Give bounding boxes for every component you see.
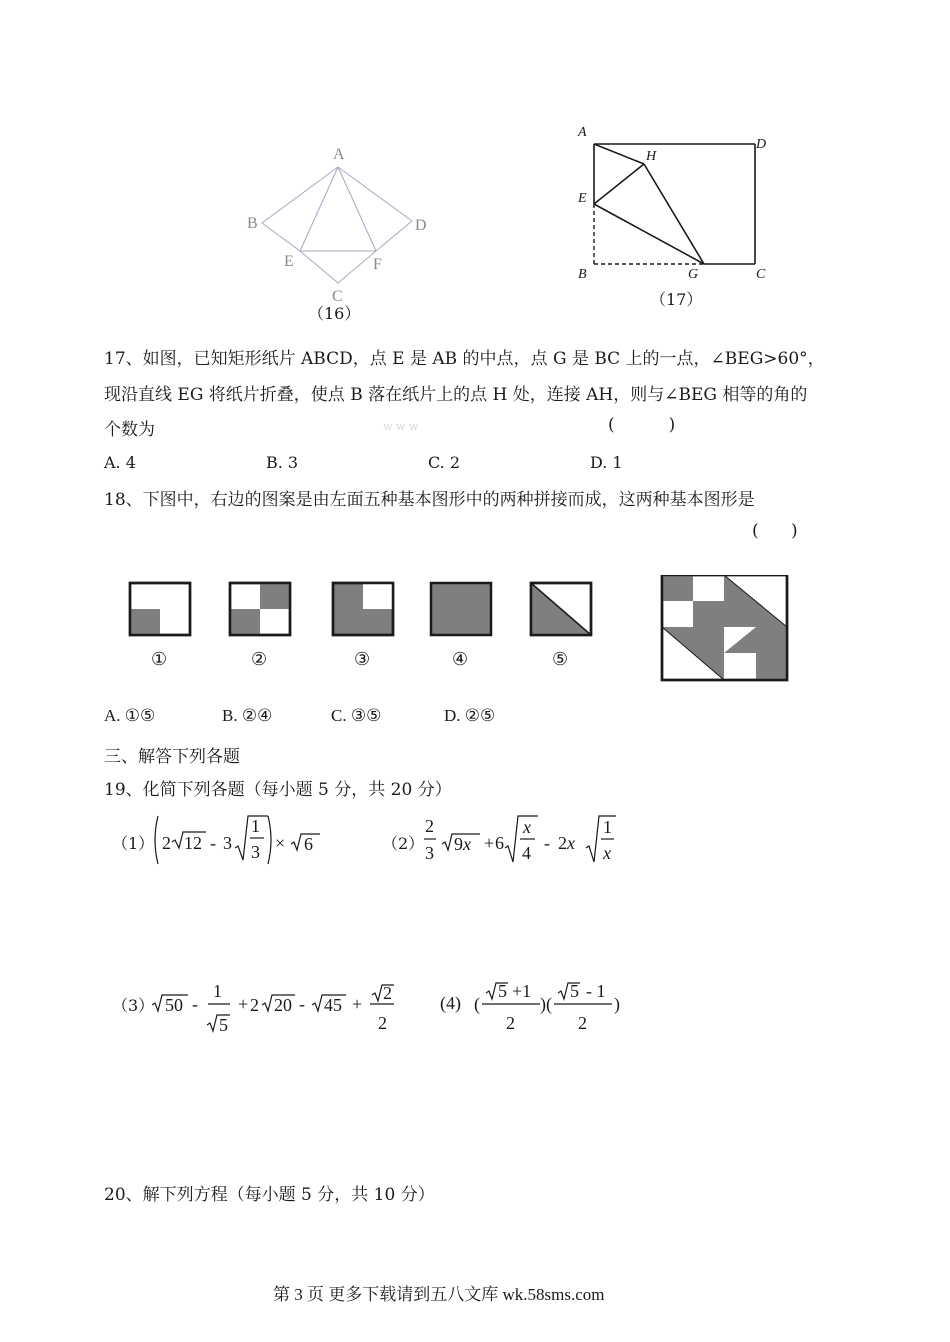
svg-text:2: 2	[378, 1013, 387, 1033]
q19-expr-2	[420, 812, 640, 872]
q17-line-3: 个数为	[104, 420, 155, 440]
q19-expr-1	[150, 812, 350, 872]
fig16-label-F: F	[373, 256, 382, 273]
svg-text:1: 1	[251, 816, 260, 836]
q17-option-c: C. 2	[428, 453, 461, 472]
fig16-AF	[338, 167, 376, 251]
q17-answer-bracket: ( )	[608, 415, 676, 435]
fig16-label-C: C	[332, 288, 343, 305]
fig17-EH	[594, 164, 644, 204]
q17-option-b: B. 3	[266, 453, 299, 472]
section-3-heading: 三、解答下列各题	[104, 747, 240, 767]
svg-text:+: +	[484, 833, 495, 853]
svg-text:+1: +1	[512, 981, 532, 1001]
q19-title: 19、化简下列各题（每小题 5 分，共 20 分）	[104, 780, 452, 800]
svg-text:3: 3	[223, 833, 232, 853]
fig16-caption: （16）	[308, 304, 361, 323]
q17-option-d: D. 1	[590, 453, 623, 472]
svg-text:2: 2	[162, 833, 171, 853]
fig17-label-B: B	[578, 267, 587, 282]
svg-text:6: 6	[495, 833, 504, 853]
svg-text:5: 5	[498, 981, 507, 1001]
svg-text:1: 1	[213, 981, 222, 1001]
fig16-label-B: B	[247, 215, 258, 232]
shape-label-2: ②	[251, 649, 268, 669]
svg-text:3: 3	[425, 843, 434, 863]
svg-text:-: -	[544, 833, 550, 853]
fig17-label-H: H	[646, 149, 657, 164]
shape-2	[230, 583, 290, 635]
svg-text:-: -	[192, 994, 198, 1014]
fig17-label-E: E	[578, 191, 587, 206]
svg-text:4: 4	[522, 843, 531, 863]
q19-expr-3	[150, 975, 410, 1039]
q17-watermark: w w w	[383, 420, 419, 433]
svg-text:-: -	[299, 994, 305, 1014]
q18-option-a: A. ①⑤	[104, 706, 156, 725]
svg-text:2: 2	[383, 983, 392, 1003]
composite-pattern	[662, 575, 787, 680]
shape-label-4: ④	[452, 649, 469, 669]
svg-text:12: 12	[184, 833, 202, 853]
q18-option-d: D. ②⑤	[444, 706, 496, 725]
svg-text:- 1: - 1	[586, 981, 606, 1001]
svg-text:×: ×	[275, 833, 286, 853]
svg-text:9x: 9x	[454, 834, 471, 854]
q20-title: 20、解下列方程（每小题 5 分，共 10 分）	[104, 1185, 435, 1205]
svg-text:x: x	[603, 843, 611, 863]
svg-text:6: 6	[304, 834, 313, 854]
q19-part-3-label: （3）	[112, 996, 155, 1015]
svg-text:)(: )(	[540, 994, 552, 1014]
svg-text:+: +	[352, 994, 363, 1014]
q18-option-b: B. ②④	[222, 706, 273, 725]
q17-line-1: 17、如图，已知矩形纸片 ABCD，点 E 是 AB 的中点，点 G 是 BC 上的一点，∠BEG>60°，	[104, 349, 825, 369]
svg-text:50: 50	[165, 995, 183, 1015]
svg-text:2: 2	[425, 816, 434, 836]
svg-text:5: 5	[219, 1015, 228, 1035]
fig17-EG	[594, 204, 704, 264]
fig16-label-D: D	[415, 217, 427, 234]
q19-part-4-label: (4)	[440, 993, 461, 1013]
fig16-label-A: A	[333, 146, 345, 163]
q17-option-a: A. 4	[104, 453, 136, 472]
fig17-caption: （17）	[650, 290, 703, 309]
svg-text:20: 20	[274, 995, 292, 1015]
svg-text:2x: 2x	[558, 833, 575, 853]
svg-text:): )	[614, 994, 620, 1014]
fig17-label-A: A	[578, 125, 587, 140]
figure-17	[570, 120, 780, 290]
svg-text:45: 45	[324, 995, 342, 1015]
shape-5	[531, 583, 591, 635]
svg-text:+: +	[238, 994, 249, 1014]
fig17-label-D: D	[756, 137, 767, 152]
svg-text:1: 1	[603, 817, 612, 837]
q17-line-2: 现沿直线 EG 将纸片折叠，使点 B 落在纸片上的点 H 处，连接 AH，则与∠BEG 相等的角的	[104, 385, 808, 405]
figure-16	[230, 135, 450, 325]
fig16-AE	[300, 167, 338, 251]
q18-basic-shapes	[120, 575, 810, 690]
q19-part-2-label: （2）	[382, 834, 425, 853]
svg-text:3: 3	[251, 842, 260, 862]
q18-answer-bracket: ( )	[752, 521, 798, 541]
fig17-label-C: C	[756, 267, 766, 282]
svg-text:(: (	[474, 994, 480, 1014]
shape-4	[431, 583, 491, 635]
q18-option-c: C. ③⑤	[331, 706, 382, 725]
fig16-label-E: E	[284, 253, 294, 270]
fig17-label-G: G	[688, 267, 699, 282]
shape-1	[130, 583, 190, 635]
svg-text:2: 2	[506, 1013, 515, 1033]
svg-text:-: -	[210, 833, 216, 853]
svg-text:x: x	[523, 817, 531, 837]
shape-label-1: ①	[151, 649, 168, 669]
svg-text:5: 5	[570, 981, 579, 1001]
fig17-HG	[644, 164, 704, 264]
q19-part-1-label: （1）	[112, 834, 155, 853]
shape-label-3: ③	[354, 649, 371, 669]
q19-expr-4	[474, 975, 634, 1039]
q18-line-1: 18、下图中，右边的图案是由左面五种基本图形中的两种拼接而成，这两种基本图形是	[104, 490, 755, 510]
svg-text:2: 2	[250, 995, 259, 1015]
svg-text:2: 2	[578, 1013, 587, 1033]
page-footer: 第 3 页 更多下载请到五八文库 wk.58sms.com	[273, 1285, 605, 1304]
shape-3	[333, 583, 393, 635]
shape-label-5: ⑤	[552, 649, 569, 669]
fig17-AH	[594, 144, 644, 164]
